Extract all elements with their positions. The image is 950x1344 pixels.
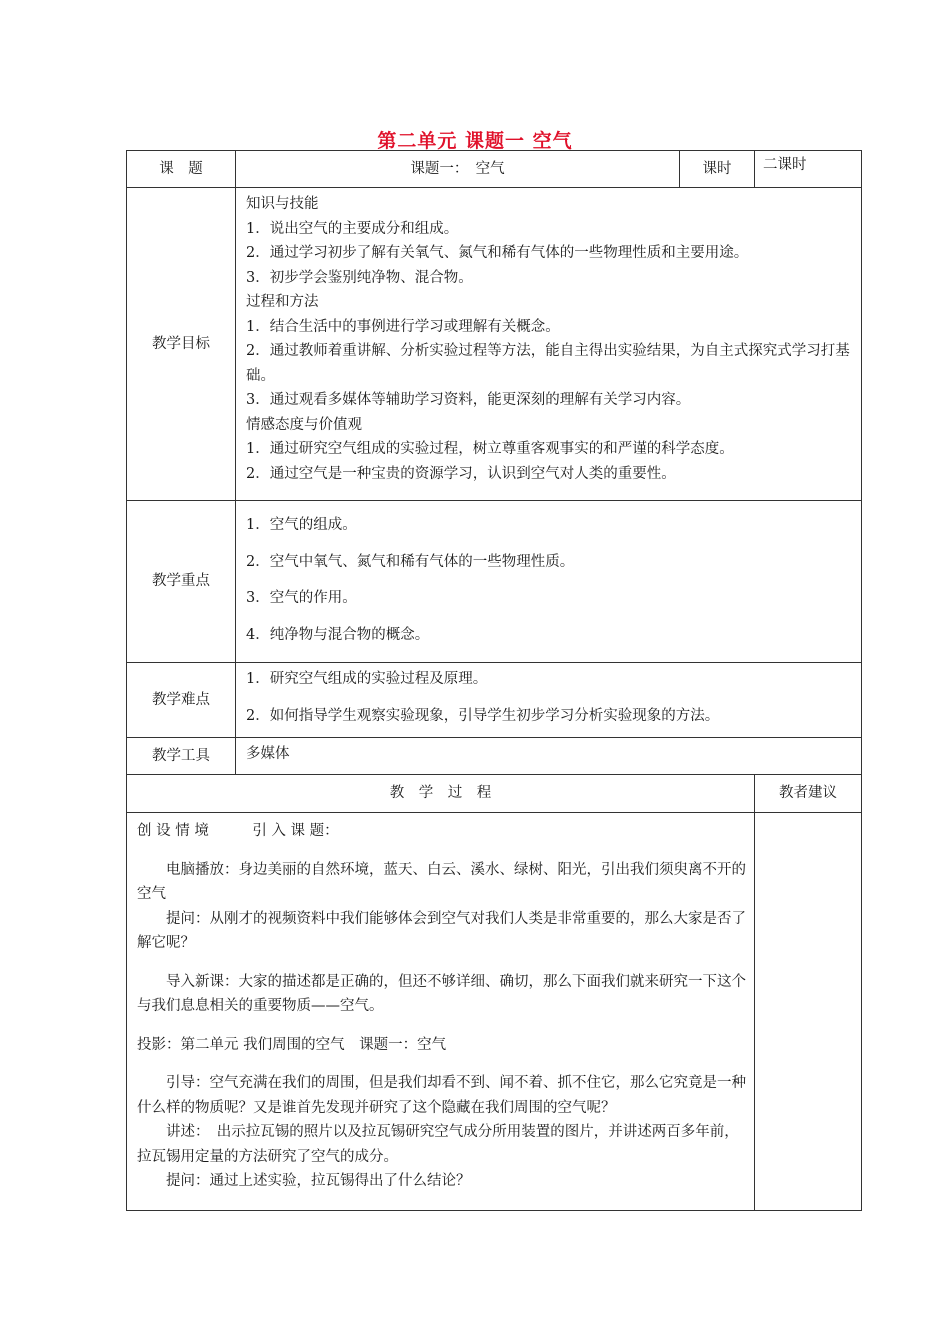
process-paragraph: 提问：通过上述实验，拉瓦锡得出了什么结论？ [166, 1173, 471, 1189]
goals-line: 知识与技能 [246, 196, 319, 212]
goals-line: 2．通过空气是一种宝贵的资源学习，认识到空气对人类的重要性。 [246, 465, 676, 482]
lesson-plan-table [126, 150, 861, 1211]
page-title: 第二单元 课题一 空气 [377, 130, 573, 152]
goals-line: 2．通过学习初步了解有关氧气、氮气和稀有气体的一些物理性质和主要用途。 [246, 245, 749, 261]
process-header: 教 学 过 程 [127, 775, 755, 813]
process-paragraph: 提问：从刚才的视频资料中我们能够体会到空气对我们人类是非常重要的，那么大家是否了解它呢？ [137, 910, 746, 951]
focus-label: 教学重点 [127, 501, 236, 663]
goals-line: 情感态度与价值观 [246, 416, 362, 433]
goals-content [236, 188, 862, 501]
goals-line: 3．初步学会鉴别纯净物、混合物。 [246, 269, 473, 286]
focus-line: 4．纯净物与混合物的概念。 [246, 626, 430, 643]
period-label: 课时 [680, 151, 755, 188]
goals-line: 过程和方法 [246, 294, 319, 310]
focus-row [127, 501, 862, 663]
process-heading: 创 设 情 境 引 入 课 题： [137, 823, 339, 839]
tools-label: 教学工具 [127, 738, 236, 775]
process-paragraph: 讲述： 出示拉瓦锡的照片以及拉瓦锡研究空气成分所用装置的图片，并讲述两百多年前，拉瓦锡用定量的方法研究了空气的成分。 [137, 1124, 739, 1165]
difficulty-line: 2．如何指导学生观察实验现象，引导学生初步学习分析实验现象的方法。 [246, 707, 720, 724]
focus-content [236, 501, 862, 663]
process-paragraph: 导入新课：大家的描述都是正确的，但还不够详细、确切，那么下面我们就来研究一下这个与我们息息相关的重要物质——空气。 [137, 973, 746, 1014]
goals-row [127, 188, 862, 501]
topic-value: 课题一： 空气 [236, 151, 680, 188]
difficulty-line: 1．研究空气组成的实验过程及原理。 [246, 671, 488, 687]
difficulty-content [236, 663, 862, 738]
header-row [127, 151, 862, 188]
focus-line: 2．空气中氧气、氮气和稀有气体的一些物理性质。 [246, 553, 575, 570]
goals-label: 教学目标 [127, 188, 236, 501]
process-content [127, 813, 755, 1211]
period-value: 二课时 [755, 151, 862, 188]
topic-label: 课 题 [127, 151, 236, 188]
process-row [127, 813, 862, 1211]
process-paragraph: 电脑播放：身边美丽的自然环境，蓝天、白云、溪水、绿树、阳光，引出我们须臾离不开的空气 [137, 861, 746, 902]
difficulty-label: 教学难点 [127, 663, 236, 738]
advice-cell [755, 813, 862, 1211]
process-paragraph: 投影：第二单元 我们周围的空气 课题一：空气 [137, 1036, 447, 1053]
goals-line: 2．通过教师着重讲解、分析实验过程等方法，能自主得出实验结果，为自主式探究式学习打基础。 [246, 343, 850, 384]
goals-line: 1．说出空气的主要成分和组成。 [246, 220, 459, 237]
goals-line: 3．通过观看多媒体等辅助学习资料，能更深刻的理解有关学习内容。 [246, 392, 691, 408]
goals-line: 1．结合生活中的事例进行学习或理解有关概念。 [246, 318, 560, 335]
advice-header: 教者建议 [755, 775, 862, 813]
process-paragraph: 引导：空气充满在我们的周围，但是我们却看不到、闻不着、抓不住它，那么它究竟是一种什么样的物质呢？又是谁首先发现并研究了这个隐藏在我们周围的空气呢？ [137, 1075, 746, 1116]
process-header-row [127, 775, 862, 813]
tools-row [127, 738, 862, 775]
tools-value: 多媒体 [236, 738, 862, 775]
difficulty-row [127, 663, 862, 738]
focus-line: 3．空气的作用。 [246, 590, 357, 606]
goals-line: 1．通过研究空气组成的实验过程，树立尊重客观事实的和严谨的科学态度。 [246, 441, 734, 457]
focus-line: 1．空气的组成。 [246, 517, 357, 533]
